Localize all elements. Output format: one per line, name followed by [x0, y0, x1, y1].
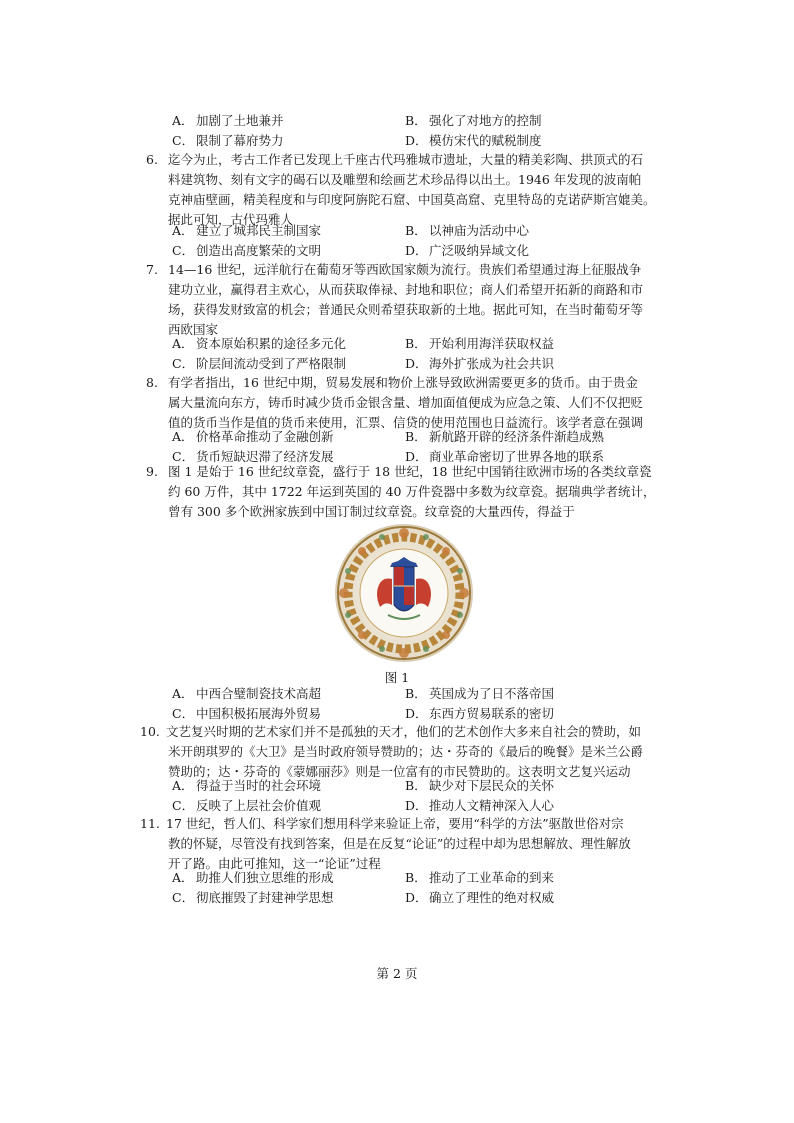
- question-text: 料建筑物、刻有文字的碣石以及雕塑和绘画艺术珍品得以出土。1946 年发现的波南帕: [168, 172, 642, 187]
- q6-option-d[interactable]: D．广泛吸纳异域文化: [405, 243, 530, 258]
- q7-option-c[interactable]: C． 阶层间流动受到了严格限制: [172, 356, 347, 371]
- q6-option-b[interactable]: B． 以神庙为活动中心: [405, 223, 530, 238]
- question-7: [146, 260, 646, 340]
- question-text: 约 60 万件，其中 1722 年运到英国的 40 万件瓷器中多数为纹章瓷。据瑞典学者统计，: [168, 484, 656, 499]
- q8-option-b[interactable]: B． 新航路开辟的经济条件渐趋成熟: [405, 429, 605, 444]
- armorial-porcelain-plate-image: [334, 523, 474, 663]
- q8-options: [172, 426, 732, 466]
- q5-option-a[interactable]: A． 加剧了土地兼并: [172, 113, 284, 128]
- q6-option-a[interactable]: A． 建立了城邦民主制国家: [172, 223, 322, 238]
- q5-option-b[interactable]: B． 强化了对地方的控制: [405, 113, 542, 128]
- q10-options: [172, 775, 732, 815]
- q5-option-d[interactable]: D．模仿宋代的赋税制度: [405, 133, 542, 148]
- question-6: [146, 150, 656, 230]
- question-number: 10.: [140, 724, 160, 739]
- page-number: 第 2 页: [376, 966, 418, 981]
- q10-option-b[interactable]: B． 缺少对下层民众的关怀: [405, 778, 555, 793]
- question-text: 米开朗琪罗的《大卫》是当时政府领导赞助的；达・芬奇的《最后的晚餐》是米兰公爵: [168, 744, 644, 759]
- q6-options: [172, 220, 732, 260]
- q7-options: [172, 333, 732, 373]
- q7-option-a[interactable]: A． 资本原始积累的途径多元化: [172, 336, 347, 351]
- question-number: 7.: [146, 262, 158, 277]
- question-text: 值的货币当作是值的货币来使用，汇票、信贷的使用范围也日益流行。该学者意在强调: [168, 415, 644, 430]
- question-text: 迄今为止，考古工作者已发现上千座古代玛雅城市遗址，大量的精美彩陶、拱顶式的石: [168, 152, 644, 167]
- question-text: 开了路。由此可推知，这一“论证”过程: [168, 856, 381, 871]
- question-text: 据此可知，古代玛雅人: [168, 212, 294, 227]
- question-text: 场，获得发财致富的机会；普通民众则希望获取新的土地。据此可知，在当时葡萄牙等: [168, 302, 644, 317]
- q9-option-b[interactable]: B． 英国成为了日不落帝国: [405, 686, 555, 701]
- question-text: 赞助的；达・芬奇的《蒙娜丽莎》则是一位富有的市民赞助的。这表明文艺复兴运动: [168, 764, 631, 779]
- q6-option-c[interactable]: C． 创造出高度繁荣的文明: [172, 243, 322, 258]
- question-text: 建功立业，赢得君主欢心，从而获取俸禄、封地和职位；商人们希望开拓新的商路和市: [168, 282, 644, 297]
- q10-option-a[interactable]: A． 得益于当时的社会环境: [172, 778, 322, 793]
- question-text: 文艺复兴时期的艺术家们并不是孤独的天才，他们的艺术创作大多来自社会的赞助，如: [166, 724, 642, 739]
- figure-caption: 图 1: [384, 670, 410, 685]
- question-10: [140, 722, 646, 782]
- q9-options: [172, 683, 732, 723]
- question-number: 11.: [140, 816, 160, 831]
- question-text: 有学者指出，16 世纪中期，贸易发展和物价上涨导致欧洲需要更多的货币。由于贵金: [168, 375, 638, 390]
- q8-option-c[interactable]: C． 货币短缺迟滞了经济发展: [172, 449, 334, 464]
- question-text: 属大量流向东方，铸币时减少货币金银含量、增加面值便成为应急之策、人们不仅把贬: [168, 395, 644, 410]
- question-text: 西欧国家: [168, 322, 219, 337]
- question-11: [140, 814, 646, 874]
- question-text: 教的怀疑，尽管没有找到答案，但是在反复“论证”的过程中却为思想解放、理性解放: [168, 836, 631, 851]
- question-number: 9.: [146, 464, 158, 479]
- q11-option-c[interactable]: C． 彻底摧毁了封建神学思想: [172, 890, 334, 905]
- q7-option-b[interactable]: B． 开始利用海洋获取权益: [405, 336, 555, 351]
- question-text: 17 世纪，哲人们、科学家们想用科学来验证上帝，要用“科学的方法”驱散世俗对宗: [166, 816, 624, 831]
- question-text: 14—16 世纪，远洋航行在葡萄牙等西欧国家颇为流行。贵族们希望通过海上征服战争: [168, 262, 642, 277]
- question-text: 曾有 300 多个欧洲家族到中国订制过纹章瓷。纹章瓷的大量西传，得益于: [168, 504, 575, 519]
- question-text: 图 1 是始于 16 世纪纹章瓷，盛行于 18 世纪，18 世纪中国销往欧洲市场的各类纹章瓷: [168, 464, 652, 479]
- q5-option-c[interactable]: C． 限制了幕府势力: [172, 133, 284, 148]
- q7-option-d[interactable]: D．海外扩张成为社会共识: [405, 356, 555, 371]
- q8-option-d[interactable]: D．商业革命密切了世界各地的联系: [405, 449, 605, 464]
- q5-options: [172, 110, 732, 150]
- q9-option-d[interactable]: D．东西方贸易联系的密切: [405, 706, 555, 721]
- question-8: [146, 373, 646, 433]
- q11-option-b[interactable]: B． 推动了工业革命的到来: [405, 870, 555, 885]
- q11-option-d[interactable]: D．确立了理性的绝对权威: [405, 890, 555, 905]
- q11-option-a[interactable]: A． 助推人们独立思维的形成: [172, 870, 334, 885]
- q11-options: [172, 867, 732, 907]
- question-text: 克神庙壁画，精美程度和与印度阿旃陀石窟、中国莫高窟、克里特岛的克诺萨斯宫媲美。: [168, 192, 656, 207]
- question-number: 8.: [146, 375, 158, 390]
- q10-option-d[interactable]: D．推动人文精神深入人心: [405, 798, 555, 813]
- question-number: 6.: [146, 152, 158, 167]
- q10-option-c[interactable]: C． 反映了上层社会价值观: [172, 798, 322, 813]
- q9-option-a[interactable]: A． 中西合璧制瓷技术高超: [172, 686, 322, 701]
- q8-option-a[interactable]: A． 价格革命推动了金融创新: [172, 429, 334, 444]
- question-9: [146, 462, 656, 522]
- q9-option-c[interactable]: C． 中国积极拓展海外贸易: [172, 706, 322, 721]
